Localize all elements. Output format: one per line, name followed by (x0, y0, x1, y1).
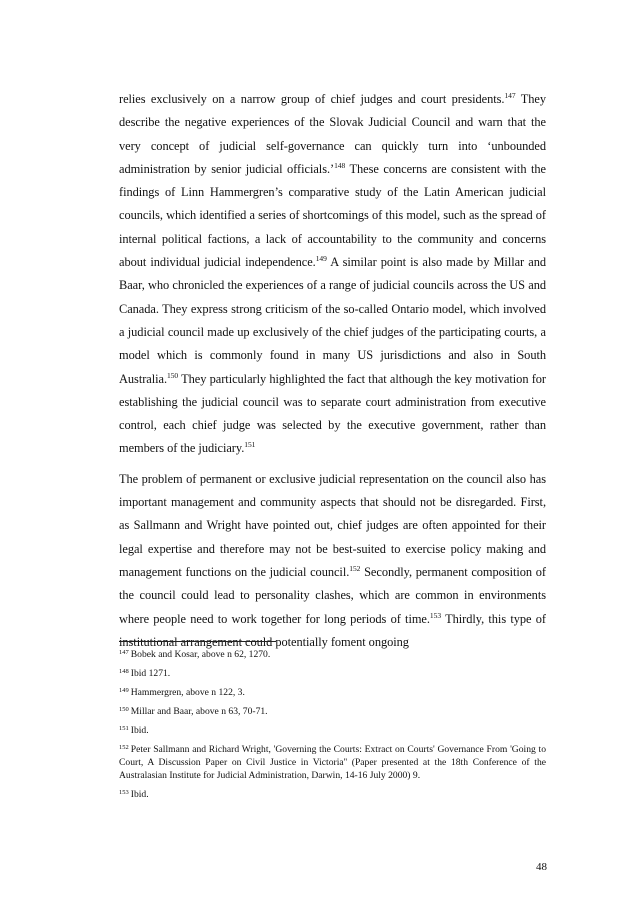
footnote-152 (119, 743, 546, 783)
paragraph-1-text-e: They particularly highlighted the fact that although the key motivation for establishing the judicial council was to separate court administration from executive control, each chief judge was selected by the executive government, rather than members of the judiciary. (119, 371, 546, 456)
footnote-148 (119, 667, 546, 680)
footnote-number: 153 (119, 789, 129, 797)
paragraph-1-text-c: These concerns are consistent with the findings of Linn Hammergren’s comparative study of the Latin American judicial councils, which identified a series of shortcomings of this model, such as the spread of internal political factions, a lack of accountability to the community and concerns about individual judicial independence. (119, 161, 546, 270)
paragraph-1-text-d: A similar point is also made by Millar and Baar, who chronicled the experiences of a range of judicial councils across the US and Canada. They express strong criticism of the so-called Ontario model, which involved a judicial council made up exclusively of the chief judges of the participating courts, a model which is commonly found in many US jurisdictions and also in South Australia. (119, 255, 546, 386)
footnote-150 (119, 705, 546, 718)
body-text (119, 88, 546, 661)
footnote-ref-153[interactable]: 153 (429, 610, 442, 620)
page-number: 48 (536, 861, 547, 873)
footnote-number: 151 (119, 724, 129, 732)
footnote-text: Bobek and Kosar, above n 62, 1270. (130, 649, 271, 660)
paragraph-2-text-b: Secondly, permanent composition of the council could lead to personality clashes, which are common in environments where people need to work together for long periods of time. (119, 564, 546, 626)
footnote-ref-148[interactable]: 148 (334, 160, 346, 170)
footnote-separator (119, 641, 276, 642)
footnote-text: Ibid. (130, 724, 149, 736)
footnotes (119, 648, 546, 807)
paragraph-1-text-a: relies exclusively on a narrow group of chief judges and court presidents. (119, 92, 505, 106)
footnote-text: Ibid. (130, 789, 149, 801)
footnote-text: Ibid 1271. (130, 667, 171, 679)
paragraph-1-text-b: They describe the negative experiences of the Slovak Judicial Council and warn that the very concept of judicial self-governance can quickly turn into ‘unbounded administration by senior judicial officials.’ (119, 92, 546, 176)
footnote-text: Millar and Baar, above n 63, 70-71. (130, 705, 268, 717)
footnote-153 (119, 788, 546, 801)
footnote-ref-152[interactable]: 152 (349, 563, 361, 573)
footnote-ref-150[interactable]: 150 (167, 370, 179, 380)
footnote-ref-149[interactable]: 149 (315, 254, 327, 264)
footnote-ref-147[interactable]: 147 (504, 91, 516, 100)
footnote-151 (119, 724, 546, 737)
footnote-ref-151[interactable]: 151 (244, 440, 256, 450)
footnote-number: 148 (119, 667, 129, 675)
paragraph-2-text-c: Thirdly, this type of institutional arrangement could potentially foment ongoing (119, 611, 546, 649)
footnote-number: 149 (119, 686, 129, 694)
footnote-text: Peter Sallmann and Richard Wright, 'Governing the Courts: Extract on Courts' Governance From 'Going to Court, A Discussion Paper on Civil Justice in Victoria'' (Paper presented at the 18th Conference of the Australasian Institute for Judicial Administration, Darwin, 14-16 July 2000) 9. (119, 743, 546, 782)
footnote-149 (119, 686, 546, 699)
paragraph-1 (119, 88, 546, 461)
footnote-147 (119, 648, 546, 661)
paragraph-2 (119, 468, 546, 654)
footnote-number: 147 (119, 649, 129, 656)
footnote-number: 150 (119, 705, 129, 713)
paragraph-2-text-a: The problem of permanent or exclusive judicial representation on the council also has important management and community aspects that should not be disregarded. First, as Sallmann and Wright have pointed out, chief judges are often appointed for their legal expertise and therefore may not be best-suited to exercise policy making and management functions on the judicial council. (119, 471, 546, 579)
footnote-number: 152 (119, 743, 129, 751)
footnote-text: Hammergren, above n 122, 3. (130, 686, 245, 698)
